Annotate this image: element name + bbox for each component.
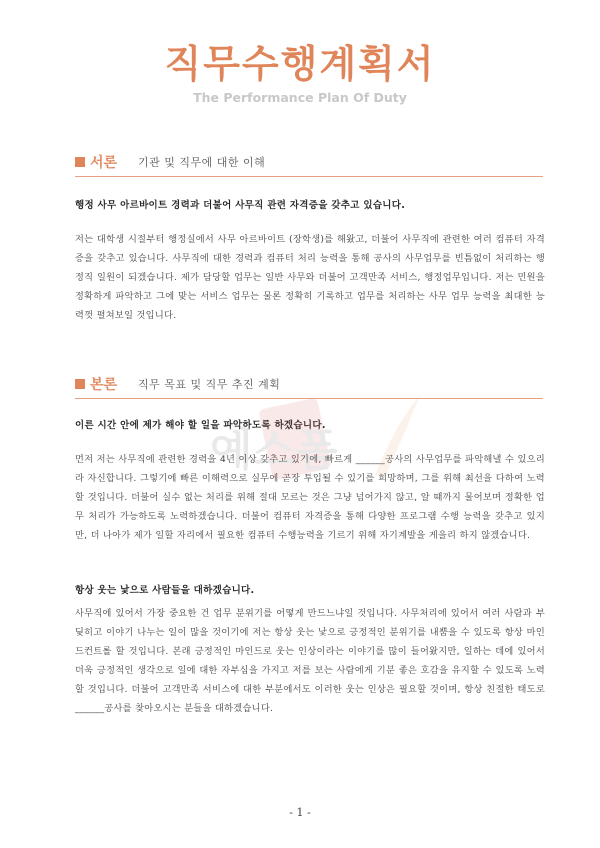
section-header-intro <box>75 150 543 177</box>
document-subtitle: The Performance Plan Of Duty <box>193 90 407 105</box>
body-paragraph: 사무직에 있어서 가장 중요한 건 업무 분위기를 어떻게 만드느냐일 것입니다. 사무처리에 있어서 여러 사람과 부딪히고 이야기 나누는 일이 많을 것이기에 저는 항상 웃는 낯으로 긍정적인 분위기를 내뿜을 수 있도록 항상 마인드컨트롤 할 것입니다. 본래 긍정적인 마인드로 웃는 인상이라는 이야기를 많이 들어왔지만, 일하는 데에 있어서 더욱 긍정적인 생각으로 일에 대한 자부심을 가지고 저를 보는 사람에게 기분 좋은 호감을 유지할 수 있도록 노력할 것입니다. 더불어 고객만족 서비스에 대한 부분에서도 이러한 웃는 인상은 필요할 것이며, 항상 친절한 태도로 ______공사를 찾아오시는 분들을 대하겠습니다. <box>75 608 545 714</box>
lead-sentence: 이른 시간 안에 제가 해야 할 일을 파악하도록 하겠습니다. <box>75 420 326 431</box>
lead-sentence: 항상 웃는 낯으로 사람들을 대하겠습니다. <box>75 585 255 596</box>
section-subtitle: 직무 목표 및 직무 추진 계획 <box>138 378 281 391</box>
section-label: 서론 <box>90 155 118 171</box>
section-bullet-icon <box>75 157 85 167</box>
body-paragraph: 저는 대학생 시절부터 행정실에서 사무 아르바이트 (장학생)를 해왔고, 더불어 사무직에 관련한 여러 컴퓨터 자격증을 갖추고 있습니다. 사무직에 대한 경력과 컴퓨터 처리 능력을 통해 공사의 사무업무를 빈틈없이 처리하는 행정직 일원이 되겠습니다. 제가 담당할 업무는 일반 사무와 더불어 고객만족 서비스, 행정업무입니다. 저는 민원을 정확하게 파악하고 그에 맞는 서비스 업무는 물론 정확히 기록하고 업무를 처리하는 사무 업무 능력을 최대한 능력껏 펼쳐보일 것입니다. <box>75 234 545 321</box>
body-paragraph: 먼저 저는 사무직에 관련한 경력을 4년 이상 갖추고 있기에, 빠르게 ______공사의 사무업무를 파악해낼 수 있으리라 자신합니다. 그렇기에 빠른 이해력으로 실무에 곧장 투입될 수 있기를 희망하며, 그를 위해 최선을 다하여 노력할 것입니다. 더불어 실수 없는 처리를 위해 절대 모르는 것은 그냥 넘어가지 않고, 알 때까지 물어보며 정확한 업무 처리가 가능하도록 노력하겠습니다. 더불어 컴퓨터 자격증을 통해 다양한 프로그램 수행 능력을 갖추고 있지만, 더 나아가 제가 일할 자리에서 필요한 컴퓨터 수행능력을 기르기 위해 자기계발을 게을리 하지 않겠습니다. <box>75 454 545 541</box>
document-title-block <box>0 40 600 105</box>
section-bullet-icon <box>75 379 85 389</box>
watermark-text: 예스폼 <box>210 425 338 476</box>
document-title: 직무수행계획서 <box>164 42 436 86</box>
section-subtitle: 기관 및 직무에 대한 이해 <box>138 156 266 169</box>
section-label: 본론 <box>90 377 118 393</box>
section-header-main <box>75 372 543 399</box>
lead-sentence: 행정 사무 아르바이트 경력과 더불어 사무직 관련 자격증을 갖추고 있습니다. <box>75 200 406 211</box>
page-number: - 1 - <box>289 806 311 819</box>
